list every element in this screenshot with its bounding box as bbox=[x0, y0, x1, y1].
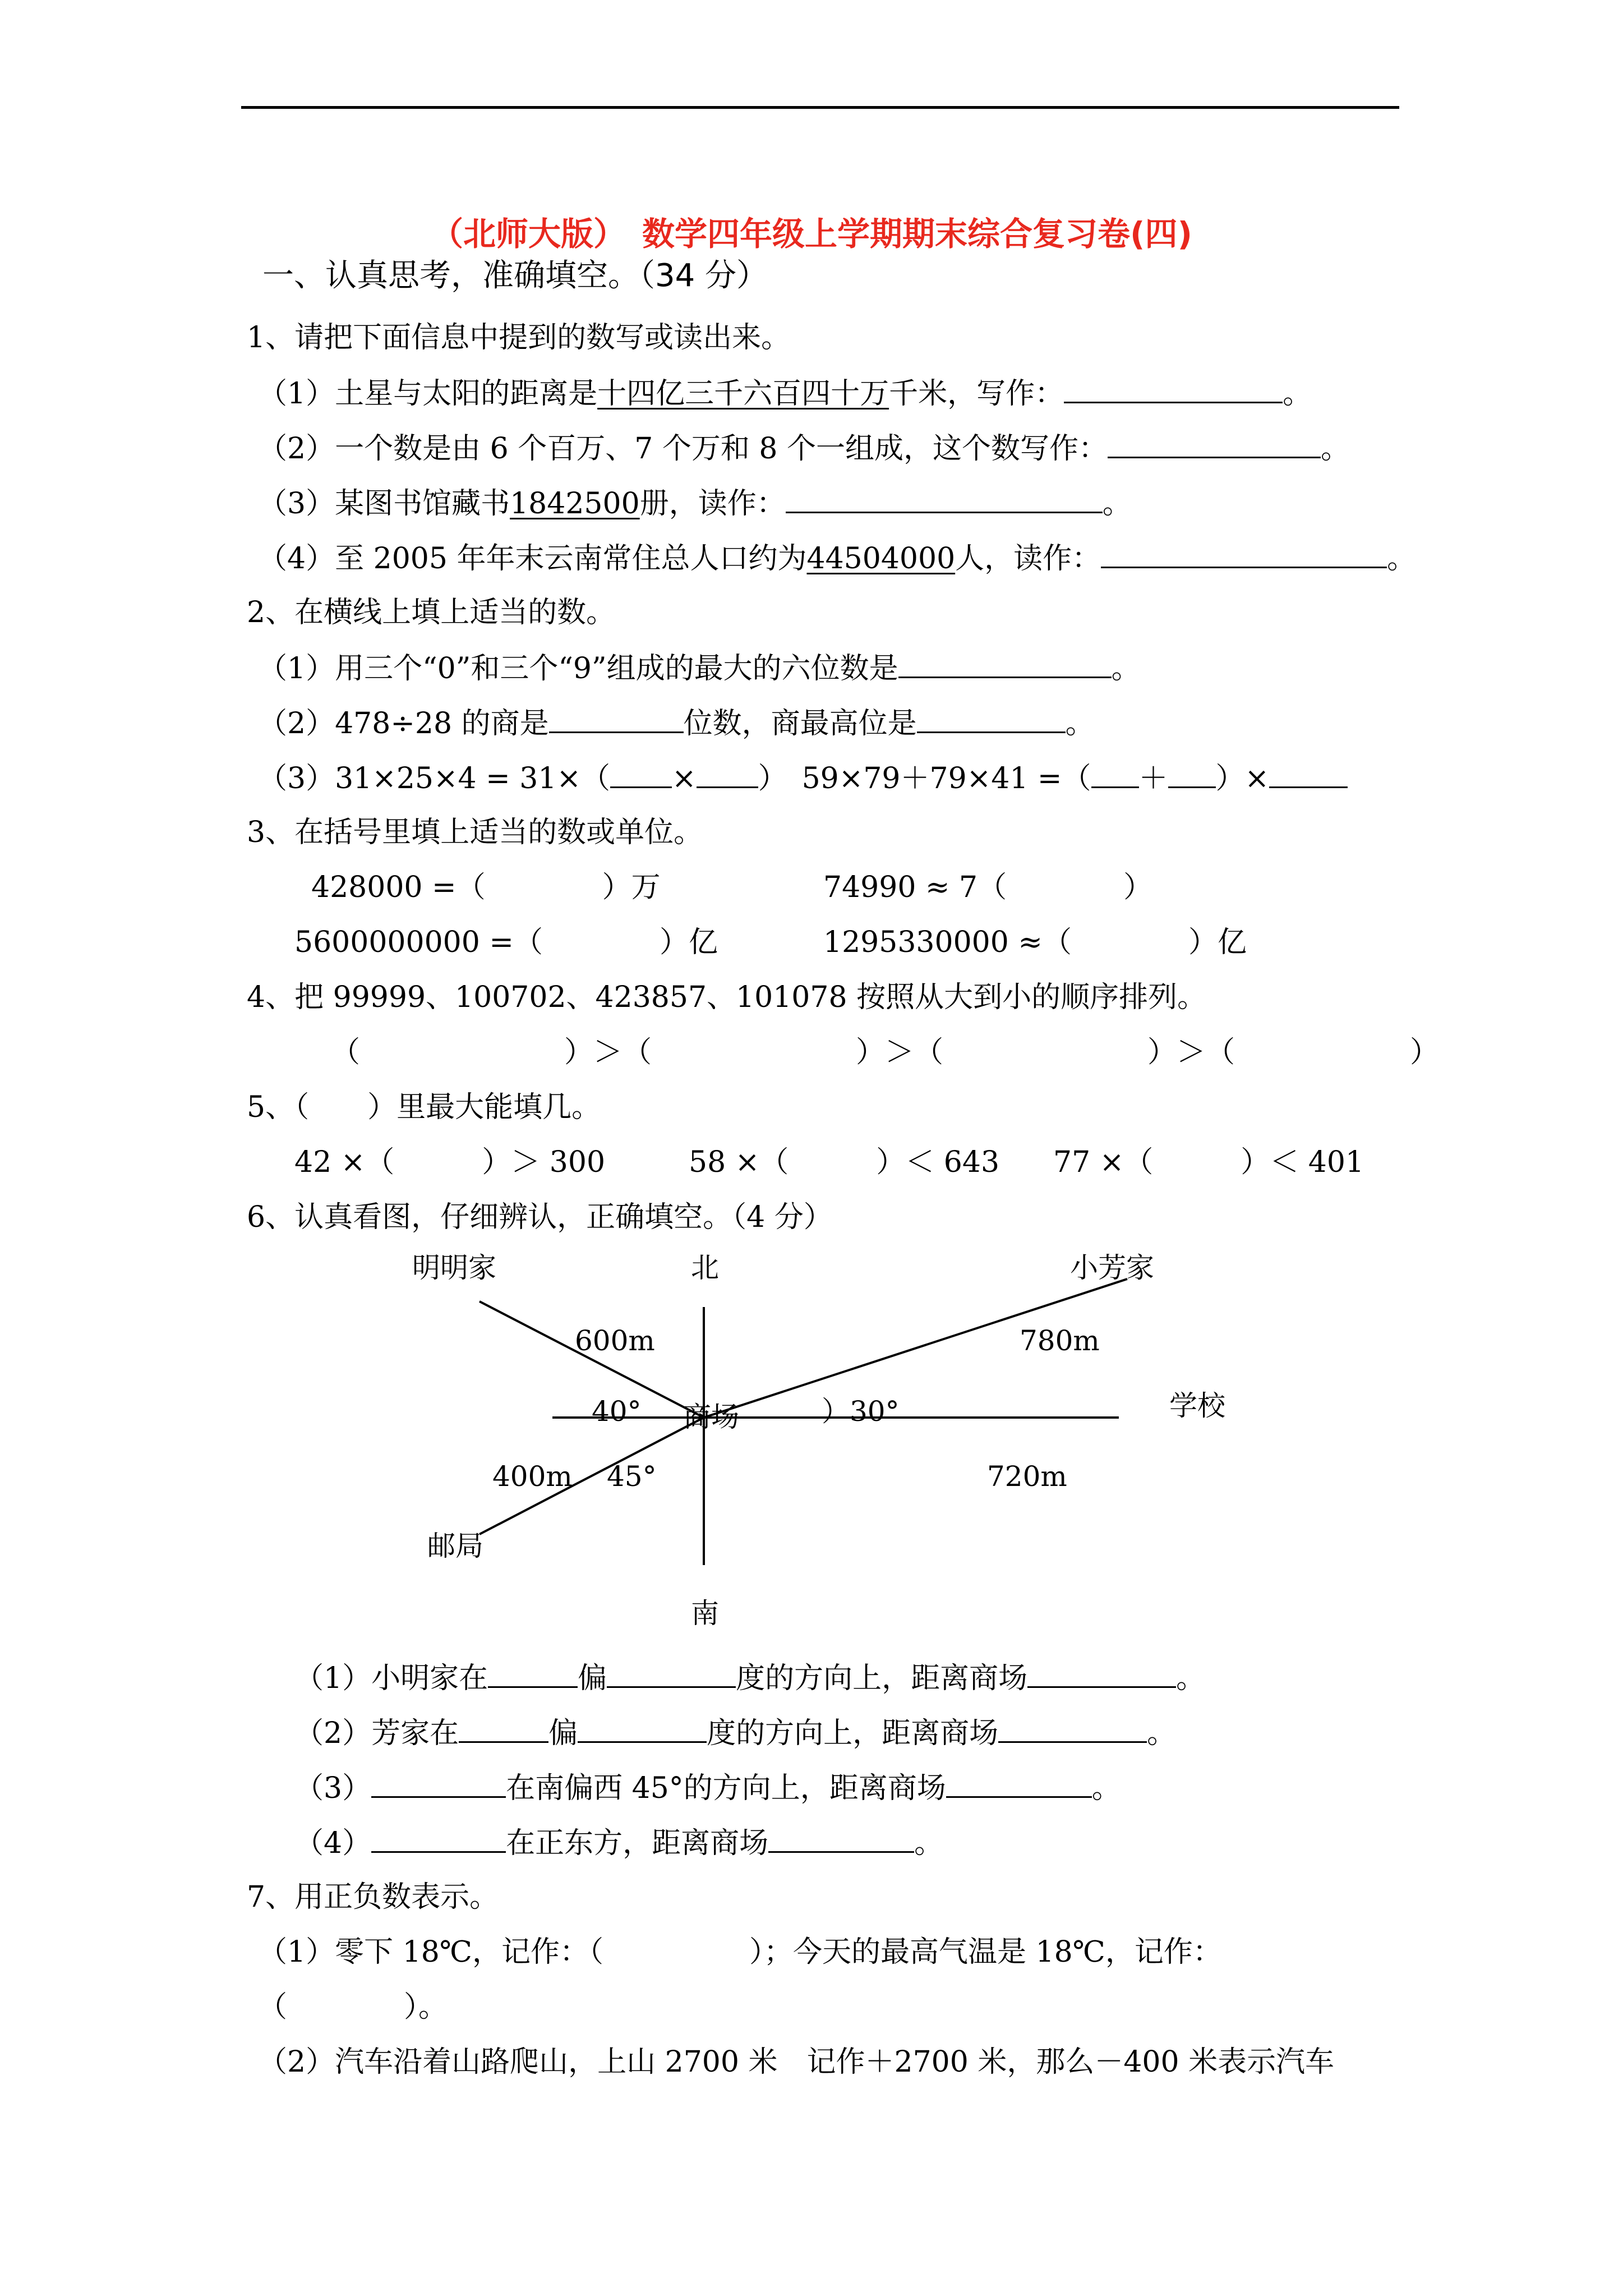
q4-stem: 4、把 99999、100702、423857、101078 按照从大到小的顺序排列。 bbox=[247, 981, 1207, 1014]
q2-a-end: 。 bbox=[1111, 652, 1141, 685]
q6-a-end: 。 bbox=[1176, 1662, 1206, 1695]
q5-item-3: 77 ×（ ）＜ 401 bbox=[1053, 1145, 1364, 1179]
q1-d-underlined: 44504000 bbox=[806, 542, 956, 576]
dist-fang-label: 780m bbox=[1020, 1324, 1100, 1357]
q7-a-line2: （ ）。 bbox=[258, 1990, 448, 2024]
q1-d-text: （4）至 2005 年年末云南常住总人口约为 bbox=[258, 542, 807, 576]
q6-d-part2: 在正东方，距离商场 bbox=[506, 1826, 769, 1860]
q3-row2-left: 5600000000 =（ ）亿 bbox=[294, 926, 718, 959]
q2-b-end: 。 bbox=[1065, 707, 1095, 740]
q1-b-text: （2）一个数是由 6 个百万、7 个万和 8 个一组成，这个数写作： bbox=[258, 432, 1108, 466]
q1-stem: 1、请把下面信息中提到的数写或读出来。 bbox=[247, 321, 791, 355]
q3-stem: 3、在括号里填上适当的数或单位。 bbox=[247, 816, 703, 849]
fang-home-label: 小芳家 bbox=[1070, 1251, 1154, 1284]
q2-stem: 2、在横线上填上适当的数。 bbox=[247, 596, 616, 629]
school-label: 学校 bbox=[1169, 1389, 1225, 1422]
q6-b-part3: 度的方向上，距离商场 bbox=[707, 1717, 999, 1750]
q1-a-end: 。 bbox=[1283, 377, 1312, 411]
q5-stem: 5、（ ）里最大能填几。 bbox=[247, 1091, 601, 1124]
q7-stem: 7、用正负数表示。 bbox=[247, 1880, 499, 1914]
q6-c bbox=[294, 1770, 1121, 1805]
q6-b-end: 。 bbox=[1147, 1717, 1177, 1750]
q6-c-blank-1[interactable] bbox=[371, 1770, 506, 1798]
q1-d-mid: 人，读作： bbox=[955, 542, 1101, 576]
q6-a-blank-2[interactable] bbox=[607, 1660, 736, 1688]
q2-c-plus: ＋ bbox=[1138, 762, 1168, 795]
north-label: 北 bbox=[691, 1251, 719, 1284]
q1-b-end: 。 bbox=[1320, 432, 1350, 466]
center-label: 商场 bbox=[683, 1401, 739, 1433]
q6-b-part1: （2）芳家在 bbox=[294, 1717, 459, 1750]
q6-b-blank-2[interactable] bbox=[578, 1715, 707, 1743]
q6-c-part2: 在南偏西 45°的方向上，距离商场 bbox=[506, 1772, 946, 1805]
q1-c-mid: 册，读作： bbox=[639, 487, 786, 521]
dist-post-label: 400m bbox=[492, 1460, 573, 1493]
q6-d-part1: （4） bbox=[294, 1826, 372, 1860]
q2-c-part3: ）× bbox=[1215, 762, 1270, 795]
q6-b-blank-1[interactable] bbox=[459, 1715, 548, 1743]
q6-a-blank-3[interactable] bbox=[1027, 1660, 1176, 1688]
q6-d-end: 。 bbox=[914, 1826, 944, 1860]
q6-b-blank-3[interactable] bbox=[998, 1715, 1147, 1743]
q3-row1-right: 74990 ≈ 7（ ） bbox=[823, 871, 1153, 904]
dist-school-label: 720m bbox=[987, 1460, 1067, 1493]
q2-b-mid: 位数，商最高位是 bbox=[683, 707, 917, 740]
q1-c-underlined: 1842500 bbox=[510, 487, 640, 521]
q6-a-part1: （1）小明家在 bbox=[294, 1662, 488, 1695]
section-heading: 一、认真思考，准确填空。（34 分） bbox=[262, 257, 768, 294]
q5-item-2: 58 ×（ ）＜ 643 bbox=[689, 1145, 1000, 1179]
q1-c-text: （3）某图书馆藏书 bbox=[258, 487, 510, 521]
page-title: （北师大版） 数学四年级上学期期末综合复习卷(四) bbox=[430, 215, 1193, 253]
angle-ming-label: 40° bbox=[592, 1395, 642, 1428]
dist-ming-label: 600m bbox=[575, 1324, 655, 1357]
q1-d-end: 。 bbox=[1387, 542, 1417, 576]
q6-a bbox=[294, 1660, 1205, 1695]
q3-row1-left: 428000 =（ ）万 bbox=[311, 871, 661, 904]
q6-c-end: 。 bbox=[1091, 1772, 1121, 1805]
ming-home-label: 明明家 bbox=[412, 1251, 496, 1284]
q6-a-blank-1[interactable] bbox=[488, 1660, 578, 1688]
angle-fang-label: ）30° bbox=[822, 1395, 900, 1428]
q2-b-text: （2）478÷28 的商是 bbox=[258, 707, 549, 740]
q2-c-part2: ） 59×79＋79×41 =（ bbox=[758, 762, 1091, 795]
q5-item-1: 42 ×（ ）＞ 300 bbox=[294, 1145, 606, 1179]
q6-b-part2: 偏 bbox=[548, 1717, 578, 1750]
q7-b-line1: （2）汽车沿着山路爬山，上山 2700 米 记作＋2700 米，那么－400 米表示汽车 bbox=[258, 2045, 1335, 2079]
q2-c-times: × bbox=[672, 762, 697, 795]
q6-d bbox=[294, 1825, 943, 1860]
q6-a-part2: 偏 bbox=[578, 1662, 607, 1695]
q7-a-line1: （1）零下 18℃，记作：（ ）；今天的最高气温是 18℃，记作： bbox=[258, 1935, 1222, 1969]
q6-stem: 6、认真看图，仔细辨认，正确填空。（4 分） bbox=[247, 1200, 833, 1234]
q3-row2-right: 1295330000 ≈（ ）亿 bbox=[823, 926, 1247, 959]
q6-c-part1: （3） bbox=[294, 1772, 372, 1805]
q2-c-part1: （3）31×25×4 = 31×（ bbox=[258, 762, 611, 795]
q1-c-end: 。 bbox=[1102, 487, 1132, 521]
post-office-label: 邮局 bbox=[427, 1530, 483, 1562]
q1-a-mid: 千米，写作： bbox=[889, 377, 1064, 411]
q6-b bbox=[294, 1715, 1176, 1750]
q6-d-blank-1[interactable] bbox=[371, 1825, 506, 1853]
q6-d-blank-2[interactable] bbox=[768, 1825, 914, 1853]
q6-c-blank-2[interactable] bbox=[946, 1770, 1092, 1798]
south-label: 南 bbox=[691, 1597, 719, 1630]
q1-a-underlined: 十四亿三千六百四十万 bbox=[597, 377, 889, 411]
q4-answer: （ ）＞（ ）＞（ ）＞（ ） bbox=[331, 1036, 1440, 1069]
q6-a-part3: 度的方向上，距离商场 bbox=[736, 1662, 1028, 1695]
q1-a-text: （1）土星与太阳的距离是 bbox=[258, 377, 598, 411]
angle-post-label: 45° bbox=[607, 1460, 657, 1493]
q2-a-text: （1）用三个“0”和三个“9”组成的最大的六位数是 bbox=[258, 652, 898, 685]
